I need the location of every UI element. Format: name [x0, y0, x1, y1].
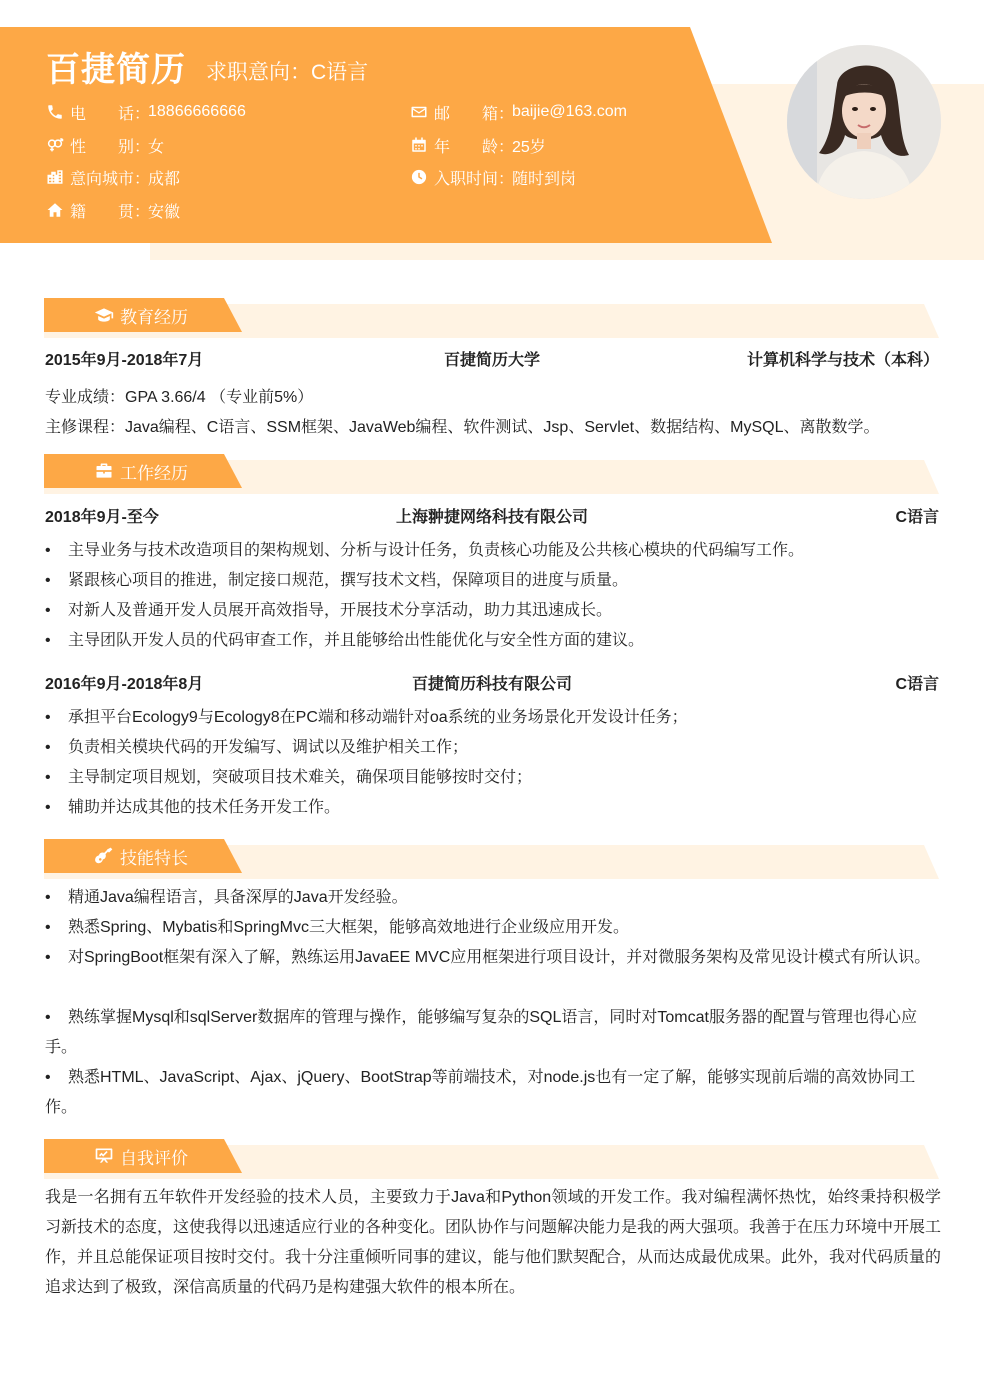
list-item: • 熟悉HTML、JavaScript、Ajax、jQuery、BootStrap等前端技术，对node.js也有一定了解，能够实现前后端的高效协同工作。 — [45, 1069, 916, 1116]
job-intent: 求职意向：C语言 — [206, 61, 369, 84]
info-value: baijie@163.com — [512, 103, 627, 120]
list-item: • 辅助并达成其他的技术任务开发工作。 — [45, 799, 341, 816]
info-start-time — [410, 166, 576, 188]
info-label: 邮 箱： — [434, 105, 515, 123]
education-row — [45, 347, 939, 371]
education-school: 百捷简历大学 — [443, 352, 540, 369]
list-item: • 熟练掌握Mysql和sqlServer数据库的管理与操作，能够编写复杂的SQL语言，同时对Tomcat服务器的配置与管理也得心应手。 — [45, 1009, 917, 1056]
info-value: 安徽 — [148, 203, 181, 221]
info-gender — [46, 134, 164, 156]
info-value: 女 — [148, 138, 165, 156]
presentation-icon — [94, 1146, 114, 1166]
job-company: 上海翀捷网络科技有限公司 — [395, 509, 588, 526]
list-item: • 精通Java编程语言，具备深厚的Java开发经验。 — [45, 889, 408, 906]
self-evaluation-text: 我是一名拥有五年软件开发经验的技术人员，主要致力于Java和Python领域的开发工作。我对编程满怀热忱，始终秉持积极学习新技术的态度，这使我得以迅速适应行业的各种变化。团队协作与问题解决能力是我的两大强项。我善于在压力环境中开展工作，并且总能保证项目按时交付。我十分注重倾听同事的建议，能与他们默契配合，从而达成最优成果。此外，我对代码质量的追求达到了极致，深信高质量的代码乃是构建强大软件的根本所在。 — [45, 1189, 942, 1296]
section-title-text: 教育经历 — [120, 307, 188, 327]
info-label: 入职时间： — [434, 170, 515, 188]
info-hometown — [46, 199, 180, 221]
section-title-self — [94, 1139, 188, 1173]
list-item: • 主导制定项目规划，突破项目技术难关，确保项目能够按时交付； — [45, 769, 533, 786]
profile-photo — [787, 45, 941, 199]
education-major: 计算机科学与技术（本科） — [746, 352, 939, 369]
info-label: 籍 贯： — [70, 203, 151, 221]
mail-icon — [410, 103, 428, 121]
gender-icon — [46, 136, 64, 154]
list-item: • 紧跟核心项目的推进，制定接口规范，撰写技术文档，保障项目的进度与质量。 — [45, 572, 629, 589]
job-company: 百捷简历科技有限公司 — [411, 676, 572, 693]
phone-icon — [46, 103, 64, 121]
section-title-text: 自我评价 — [120, 1148, 188, 1168]
info-age — [410, 134, 546, 156]
job-row — [45, 671, 939, 695]
clock-icon — [410, 168, 428, 186]
info-label: 年 龄： — [434, 138, 515, 156]
portrait-illustration — [787, 45, 941, 199]
list-item: • 主导业务与技术改造项目的架构规划、分析与设计任务，负责核心功能及公共核心模块的代码编写工作。 — [45, 542, 805, 559]
job-date: 2018年9月-至今 — [45, 509, 159, 526]
list-item: • 主导团队开发人员的代码审查工作，并且能够给出性能优化与安全性方面的建议。 — [45, 632, 645, 649]
list-item: • 负责相关模块代码的开发编写、调试以及维护相关工作； — [45, 739, 469, 756]
home-icon — [46, 201, 64, 219]
education-courses: 主修课程：Java编程、C语言、SSM框架、JavaWeb编程、软件测试、Jsp、Servlet、数据结构、MySQL、离散数学。 — [45, 419, 880, 436]
section-title-text: 工作经历 — [120, 463, 188, 483]
section-title-text: 技能特长 — [120, 848, 188, 868]
info-label: 电 话： — [70, 105, 151, 123]
info-value: 25岁 — [512, 138, 546, 156]
list-item: • 对新人及普通开发人员展开高效指导，开展技术分享活动，助力其迅速成长。 — [45, 602, 613, 619]
education-gpa: 专业成绩：GPA 3.66/4 （专业前5%） — [45, 389, 314, 406]
candidate-name: 百捷简历 — [46, 51, 186, 89]
info-value: 18866666666 — [148, 103, 246, 120]
info-phone — [46, 101, 246, 123]
job-role: C语言 — [895, 509, 939, 526]
education-date: 2015年9月-2018年7月 — [45, 352, 204, 369]
graduation-cap-icon — [94, 305, 114, 325]
guitar-icon — [94, 846, 114, 866]
briefcase-icon — [94, 461, 114, 481]
section-title-skills — [94, 839, 188, 873]
section-title-work — [94, 454, 188, 488]
list-item: • 承担平台Ecology9与Ecology8在PC端和移动端针对oa系统的业务场景化开发设计任务； — [45, 709, 688, 726]
info-city — [46, 166, 180, 188]
info-email — [410, 101, 627, 123]
job-date: 2016年9月-2018年8月 — [45, 676, 204, 693]
job-role: C语言 — [895, 676, 939, 693]
city-icon — [46, 168, 64, 186]
calendar-icon — [410, 136, 428, 154]
info-label: 性 别： — [70, 138, 151, 156]
list-item: • 熟悉Spring、Mybatis和SpringMvc三大框架，能够高效地进行企业级应用开发。 — [45, 919, 629, 936]
list-item: • 对SpringBoot框架有深入了解，熟练运用JavaEE MVC应用框架进行项目设计，并对微服务架构及常见设计模式有所认识。 — [45, 949, 931, 966]
job-row — [45, 504, 939, 528]
section-title-education — [94, 298, 188, 332]
info-value: 随时到岗 — [512, 170, 577, 188]
info-value: 成都 — [148, 170, 181, 188]
info-label: 意向城市： — [70, 170, 151, 188]
